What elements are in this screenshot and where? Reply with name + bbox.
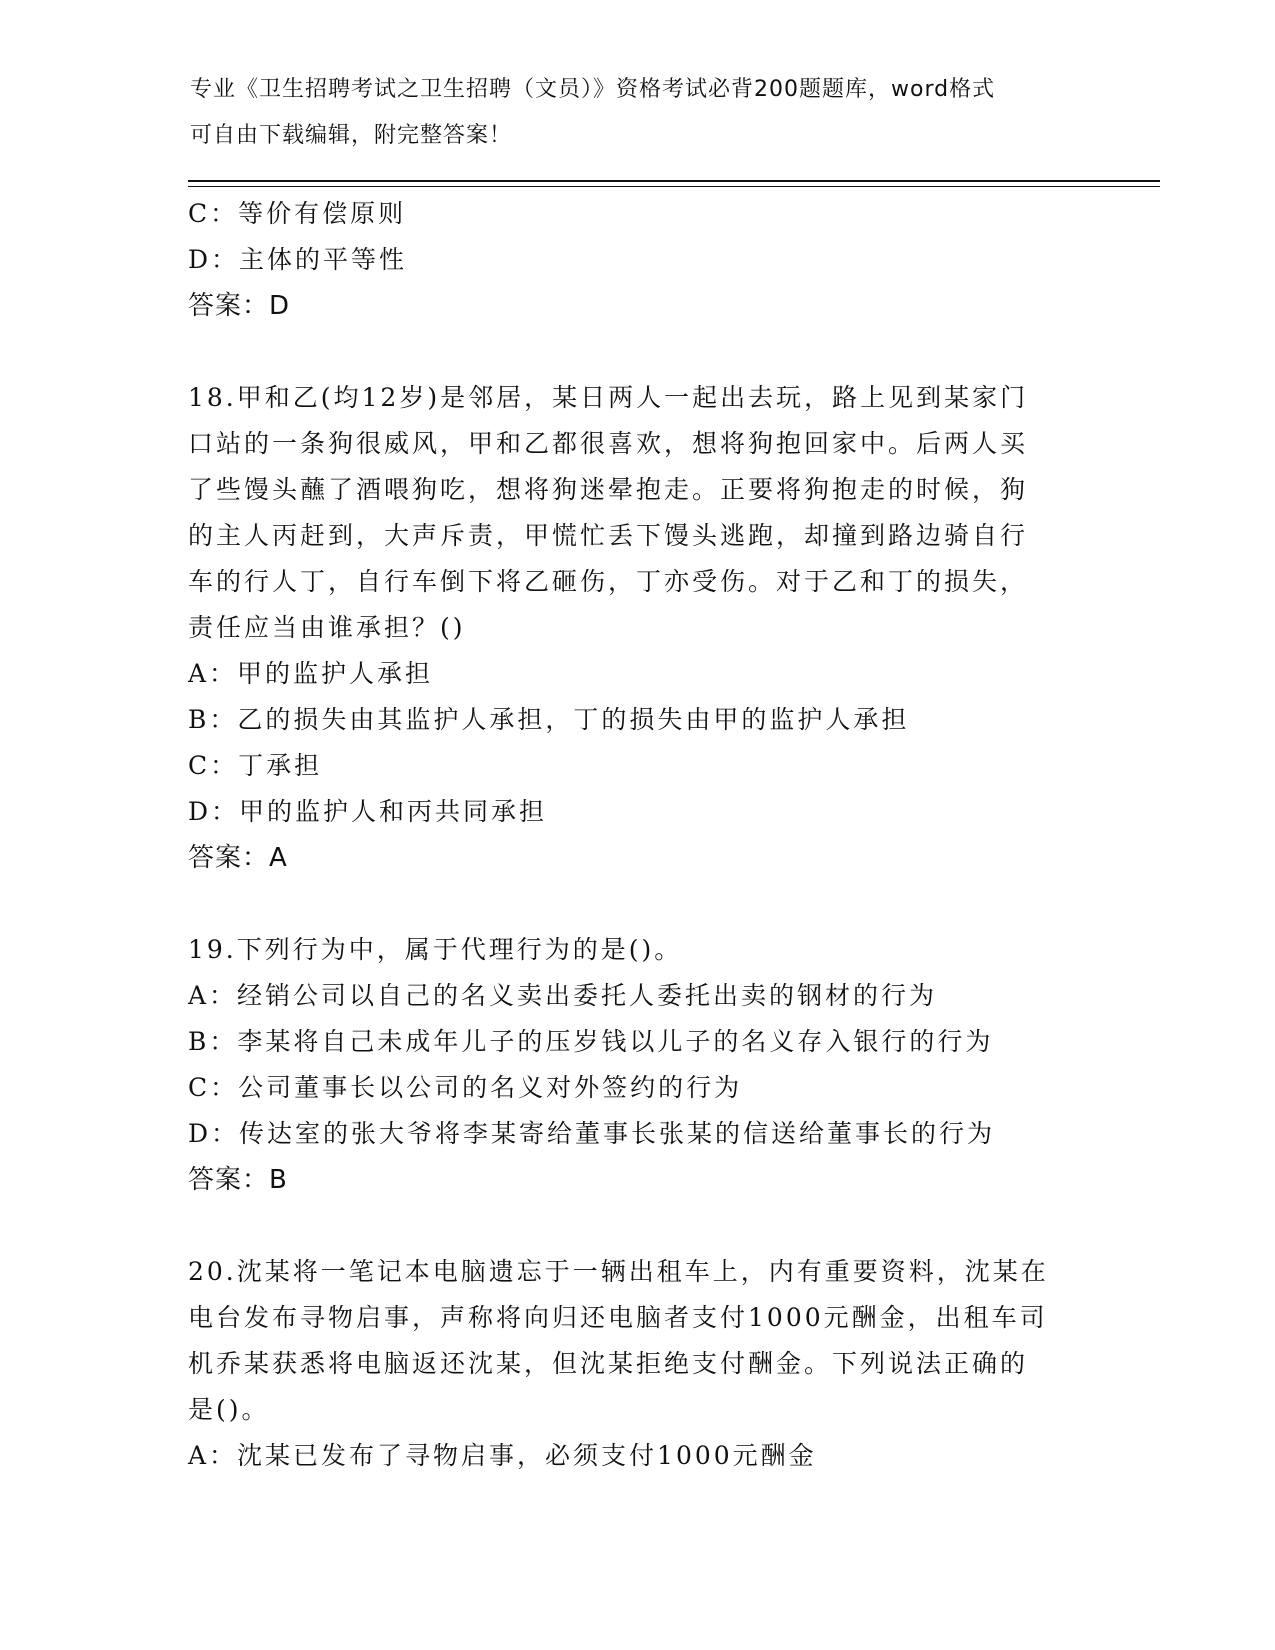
option-c: C：丁承担 — [188, 751, 323, 780]
document-body — [188, 191, 1088, 1479]
spacer — [188, 329, 1088, 375]
question-stem-line: 机乔某获悉将电脑返还沈某，但沈某拒绝支付酬金。下列说法正确的 — [188, 1349, 1029, 1378]
header-line-1: 专业《卫生招聘考试之卫生招聘（文员）》资格考试必背200题题库，word格式 — [190, 77, 996, 102]
question-stem-line: 电台发布寻物启事，声称将向归还电脑者支付1000元酬金，出租车司 — [188, 1303, 1048, 1332]
header-divider-thick — [188, 180, 1160, 182]
question-stem-line: 18.甲和乙(均12岁)是邻居，某日两人一起出去玩，路上见到某家门 — [188, 383, 1029, 412]
header-divider-thin — [188, 186, 1160, 187]
question-stem-line: 的主人丙赶到，大声斥责，甲慌忙丢下馒头逃跑，却撞到路边骑自行 — [188, 521, 1029, 550]
option-b: B：李某将自己未成年儿子的压岁钱以儿子的名义存入银行的行为 — [188, 1027, 994, 1056]
header-line-2: 可自由下载编辑，附完整答案！ — [190, 123, 513, 148]
option-d: D：甲的监护人和丙共同承担 — [188, 797, 548, 826]
option-d: D：主体的平等性 — [188, 245, 408, 274]
option-a: A：经销公司以自己的名义卖出委托人委托出卖的钢材的行为 — [188, 981, 938, 1010]
question-stem-line: 20.沈某将一笔记本电脑遗忘于一辆出租车上，内有重要资料，沈某在 — [188, 1257, 1049, 1286]
spacer — [188, 1203, 1088, 1249]
option-d: D：传达室的张大爷将李某寄给董事长张某的信送给董事长的行为 — [188, 1119, 996, 1148]
option-c: C：公司董事长以公司的名义对外签约的行为 — [188, 1073, 743, 1102]
question-stem-line: 责任应当由谁承担？() — [188, 613, 466, 642]
option-a: A：甲的监护人承担 — [188, 659, 434, 688]
question-18 — [188, 375, 1088, 881]
spacer — [188, 881, 1088, 927]
question-stem-line: 19.下列行为中，属于代理行为的是()。 — [188, 935, 683, 964]
question-stem-line: 是()。 — [188, 1395, 270, 1424]
question-stem-line: 车的行人丁，自行车倒下将乙砸伤，丁亦受伤。对于乙和丁的损失， — [188, 567, 1029, 596]
option-c: C：等价有偿原则 — [188, 199, 407, 228]
question-17-tail — [188, 191, 1088, 329]
option-b: B：乙的损失由其监护人承担，丁的损失由甲的监护人承担 — [188, 705, 910, 734]
question-19 — [188, 927, 1088, 1203]
question-stem-line: 口站的一条狗很威风，甲和乙都很喜欢，想将狗抱回家中。后两人买 — [188, 429, 1029, 458]
option-a: A：沈某已发布了寻物启事，必须支付1000元酬金 — [188, 1441, 817, 1470]
answer: 答案：B — [188, 1165, 288, 1195]
question-stem-line: 了些馒头蘸了酒喂狗吃，想将狗迷晕抱走。正要将狗抱走的时候，狗 — [188, 475, 1029, 504]
document-header — [190, 74, 1090, 166]
answer: 答案：D — [188, 291, 291, 321]
answer: 答案：A — [188, 843, 288, 873]
question-20 — [188, 1249, 1088, 1479]
